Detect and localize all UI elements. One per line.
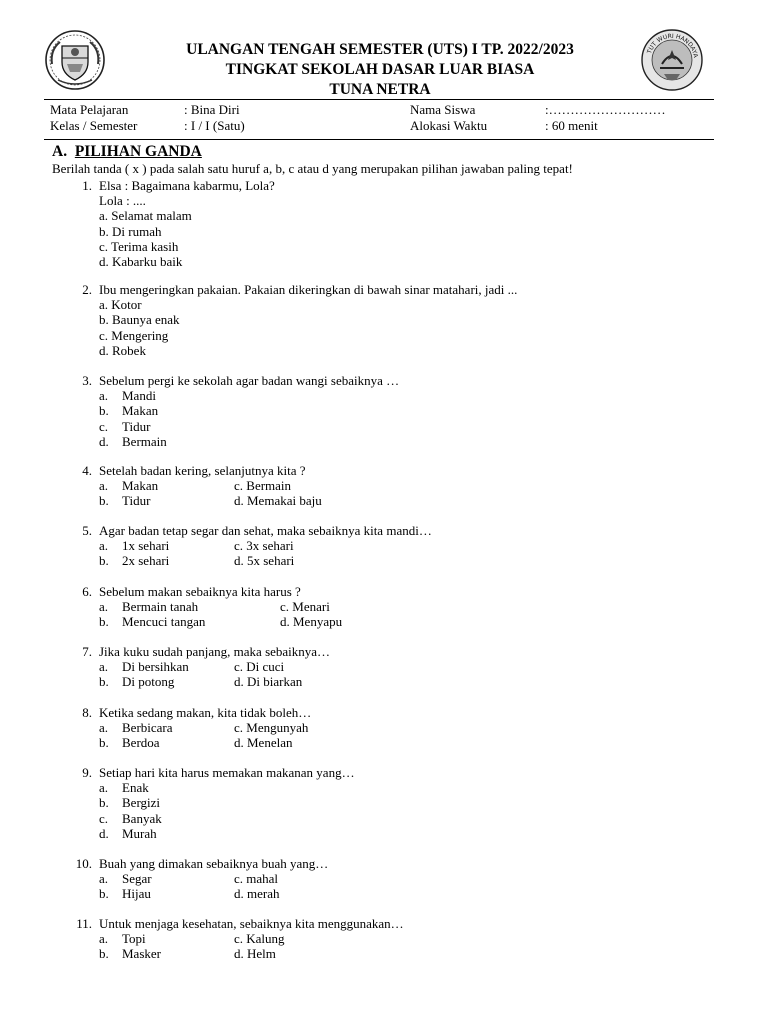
answer-option: Makan <box>122 478 159 494</box>
answer-option: d. merah <box>234 886 280 902</box>
answer-option-letter: b. <box>99 735 109 751</box>
province-emblem-logo <box>44 28 106 92</box>
answer-option: Murah <box>122 825 157 841</box>
question-text: Buah yang dimakan sebaiknya buah yang… <box>99 856 329 871</box>
answer-option-letter: a. <box>99 780 109 796</box>
question-text: Sebelum makan sebaiknya kita harus ? <box>99 584 301 599</box>
answer-option: Berbicara <box>122 720 173 736</box>
question-number: 6. <box>82 584 92 599</box>
answer-option: Di potong <box>122 674 175 690</box>
answer-option: Bermain tanah <box>122 599 199 615</box>
answer-option: 2x sehari <box>122 553 170 569</box>
answer-option: c. Terima kasih <box>99 238 179 254</box>
answer-option: a. Selamat malam <box>99 208 192 224</box>
answer-option: Enak <box>122 780 149 796</box>
subject-label: Mata Pelajaran <box>50 102 129 117</box>
answer-option-letter: b. <box>99 493 109 509</box>
answer-option-letter: a. <box>99 478 109 494</box>
question-number: 8. <box>82 705 92 720</box>
answer-option: c. Menari <box>280 599 330 615</box>
answer-option-letter: b. <box>99 614 109 630</box>
answer-option-letter: a. <box>99 388 109 404</box>
section-heading <box>52 143 202 161</box>
answer-option-letter: b. <box>99 886 109 902</box>
answer-option: Berdoa <box>122 735 160 751</box>
answer-option: d. 5x sehari <box>234 553 295 569</box>
category-title: TUNA NETRA <box>329 81 431 98</box>
answer-option-letter: a. <box>99 720 109 736</box>
answer-option: 1x sehari <box>122 538 170 554</box>
question-prompt-line: Lola : .... <box>99 193 146 209</box>
answer-option-letter: c. <box>99 810 109 826</box>
question-text: Setiap hari kita harus memakan makanan yang… <box>99 765 355 780</box>
time-allocation-value: : 60 menit <box>545 118 598 133</box>
answer-option: c. 3x sehari <box>234 538 294 554</box>
section-letter: A. <box>52 143 68 160</box>
answer-option: d. Menyapu <box>280 614 343 630</box>
answer-option: Hijau <box>122 886 151 902</box>
answer-option-letter: d. <box>99 433 109 449</box>
answer-option: c. Bermain <box>234 478 292 494</box>
answer-option: Mencuci tangan <box>122 614 206 630</box>
question-text: Jika kuku sudah panjang, maka sebaiknya… <box>99 644 331 659</box>
answer-option: Di bersihkan <box>122 659 189 675</box>
question-text: Elsa : Bagaimana kabarmu, Lola? <box>99 178 275 193</box>
answer-option: a. Kotor <box>99 297 142 313</box>
answer-option: d. Menelan <box>234 735 293 751</box>
question-text: Sebelum pergi ke sekolah agar badan wangi sebaiknya … <box>99 373 400 388</box>
time-allocation-label: Alokasi Waktu <box>410 118 488 133</box>
answer-option: d. Memakai baju <box>234 493 322 509</box>
question-number: 10. <box>75 856 92 871</box>
answer-option-letter: b. <box>99 795 109 811</box>
question-number: 4. <box>82 463 92 478</box>
exam-title: ULANGAN TENGAH SEMESTER (UTS) I TP. 2022/2023 <box>186 41 574 58</box>
answer-option-letter: c. <box>99 418 109 434</box>
answer-option-letter: a. <box>99 659 109 675</box>
answer-option-letter: b. <box>99 946 109 962</box>
answer-option: b. Baunya enak <box>99 312 180 328</box>
question-text: Setelah badan kering, selanjutnya kita ? <box>99 463 306 478</box>
class-semester-value: : I / I (Satu) <box>184 118 245 133</box>
question-text: Ibu mengeringkan pakaian. Pakaian dikeringkan di bawah sinar matahari, jadi ... <box>99 282 518 297</box>
answer-option: c. Di cuci <box>234 659 285 675</box>
question-number: 2. <box>82 282 92 297</box>
class-semester-label: Kelas / Semester <box>50 118 138 133</box>
question-number: 3. <box>82 373 92 388</box>
header-divider <box>44 99 714 100</box>
answer-option: Tidur <box>122 418 151 434</box>
subject-value: : Bina Diri <box>184 102 240 117</box>
answer-option-letter: a. <box>99 599 109 615</box>
answer-option-letter: a. <box>99 538 109 554</box>
answer-option: c. Kalung <box>234 931 285 947</box>
province-emblem-icon <box>44 28 106 92</box>
tut-wuri-handayani-icon <box>640 28 704 92</box>
answer-option: b. Di rumah <box>99 223 162 239</box>
answer-option: Topi <box>122 931 146 947</box>
question-text: Ketika sedang makan, kita tidak boleh… <box>99 705 312 720</box>
svg-text:TUT WURI HANDAYANI: TUT WURI HANDAYA <box>646 32 699 59</box>
answer-option-letter: b. <box>99 674 109 690</box>
question-number: 1. <box>82 178 92 193</box>
answer-option: Bergizi <box>122 795 161 811</box>
tut-wuri-handayani-logo <box>640 28 704 92</box>
question-number: 7. <box>82 644 92 659</box>
answer-option-letter: a. <box>99 871 109 887</box>
answer-option-letter: b. <box>99 553 109 569</box>
section-title: PILIHAN GANDA <box>74 143 202 160</box>
answer-option: d. Kabarku baik <box>99 254 183 269</box>
answer-option-letter: d. <box>99 825 109 841</box>
answer-option: Banyak <box>122 810 162 826</box>
answer-option: c. mahal <box>234 871 279 887</box>
answer-option: c. Mengering <box>99 327 169 343</box>
question-text: Agar badan tetap segar dan sehat, maka sebaiknya kita mandi… <box>99 523 432 538</box>
section-instruction: Berilah tanda ( x ) pada salah satu huruf a, b, c atau d yang merupakan pilihan jawaban paling tepat! <box>52 161 573 176</box>
student-name-label: Nama Siswa <box>410 102 476 117</box>
student-name-field[interactable]: :……………………… <box>545 102 666 117</box>
answer-option: Tidur <box>122 493 151 509</box>
question-number: 11. <box>76 916 92 931</box>
answer-option: Bermain <box>122 433 167 449</box>
answer-option: Segar <box>122 871 152 887</box>
answer-option: d. Di biarkan <box>234 674 303 690</box>
answer-option: c. Mengunyah <box>234 720 309 736</box>
school-level-title: TINGKAT SEKOLAH DASAR LUAR BIASA <box>225 61 535 78</box>
answer-option-letter: b. <box>99 403 109 419</box>
question-number: 5. <box>82 523 92 538</box>
question-number: 9. <box>82 765 92 780</box>
answer-option: d. Robek <box>99 342 146 358</box>
answer-option: d. Helm <box>234 946 276 962</box>
answer-option: Makan <box>122 403 159 419</box>
answer-option-letter: a. <box>99 931 109 947</box>
info-divider <box>44 139 714 140</box>
question-text: Untuk menjaga kesehatan, sebaiknya kita menggunakan… <box>99 916 404 931</box>
answer-option: Mandi <box>122 388 156 404</box>
answer-option: Masker <box>122 946 161 962</box>
